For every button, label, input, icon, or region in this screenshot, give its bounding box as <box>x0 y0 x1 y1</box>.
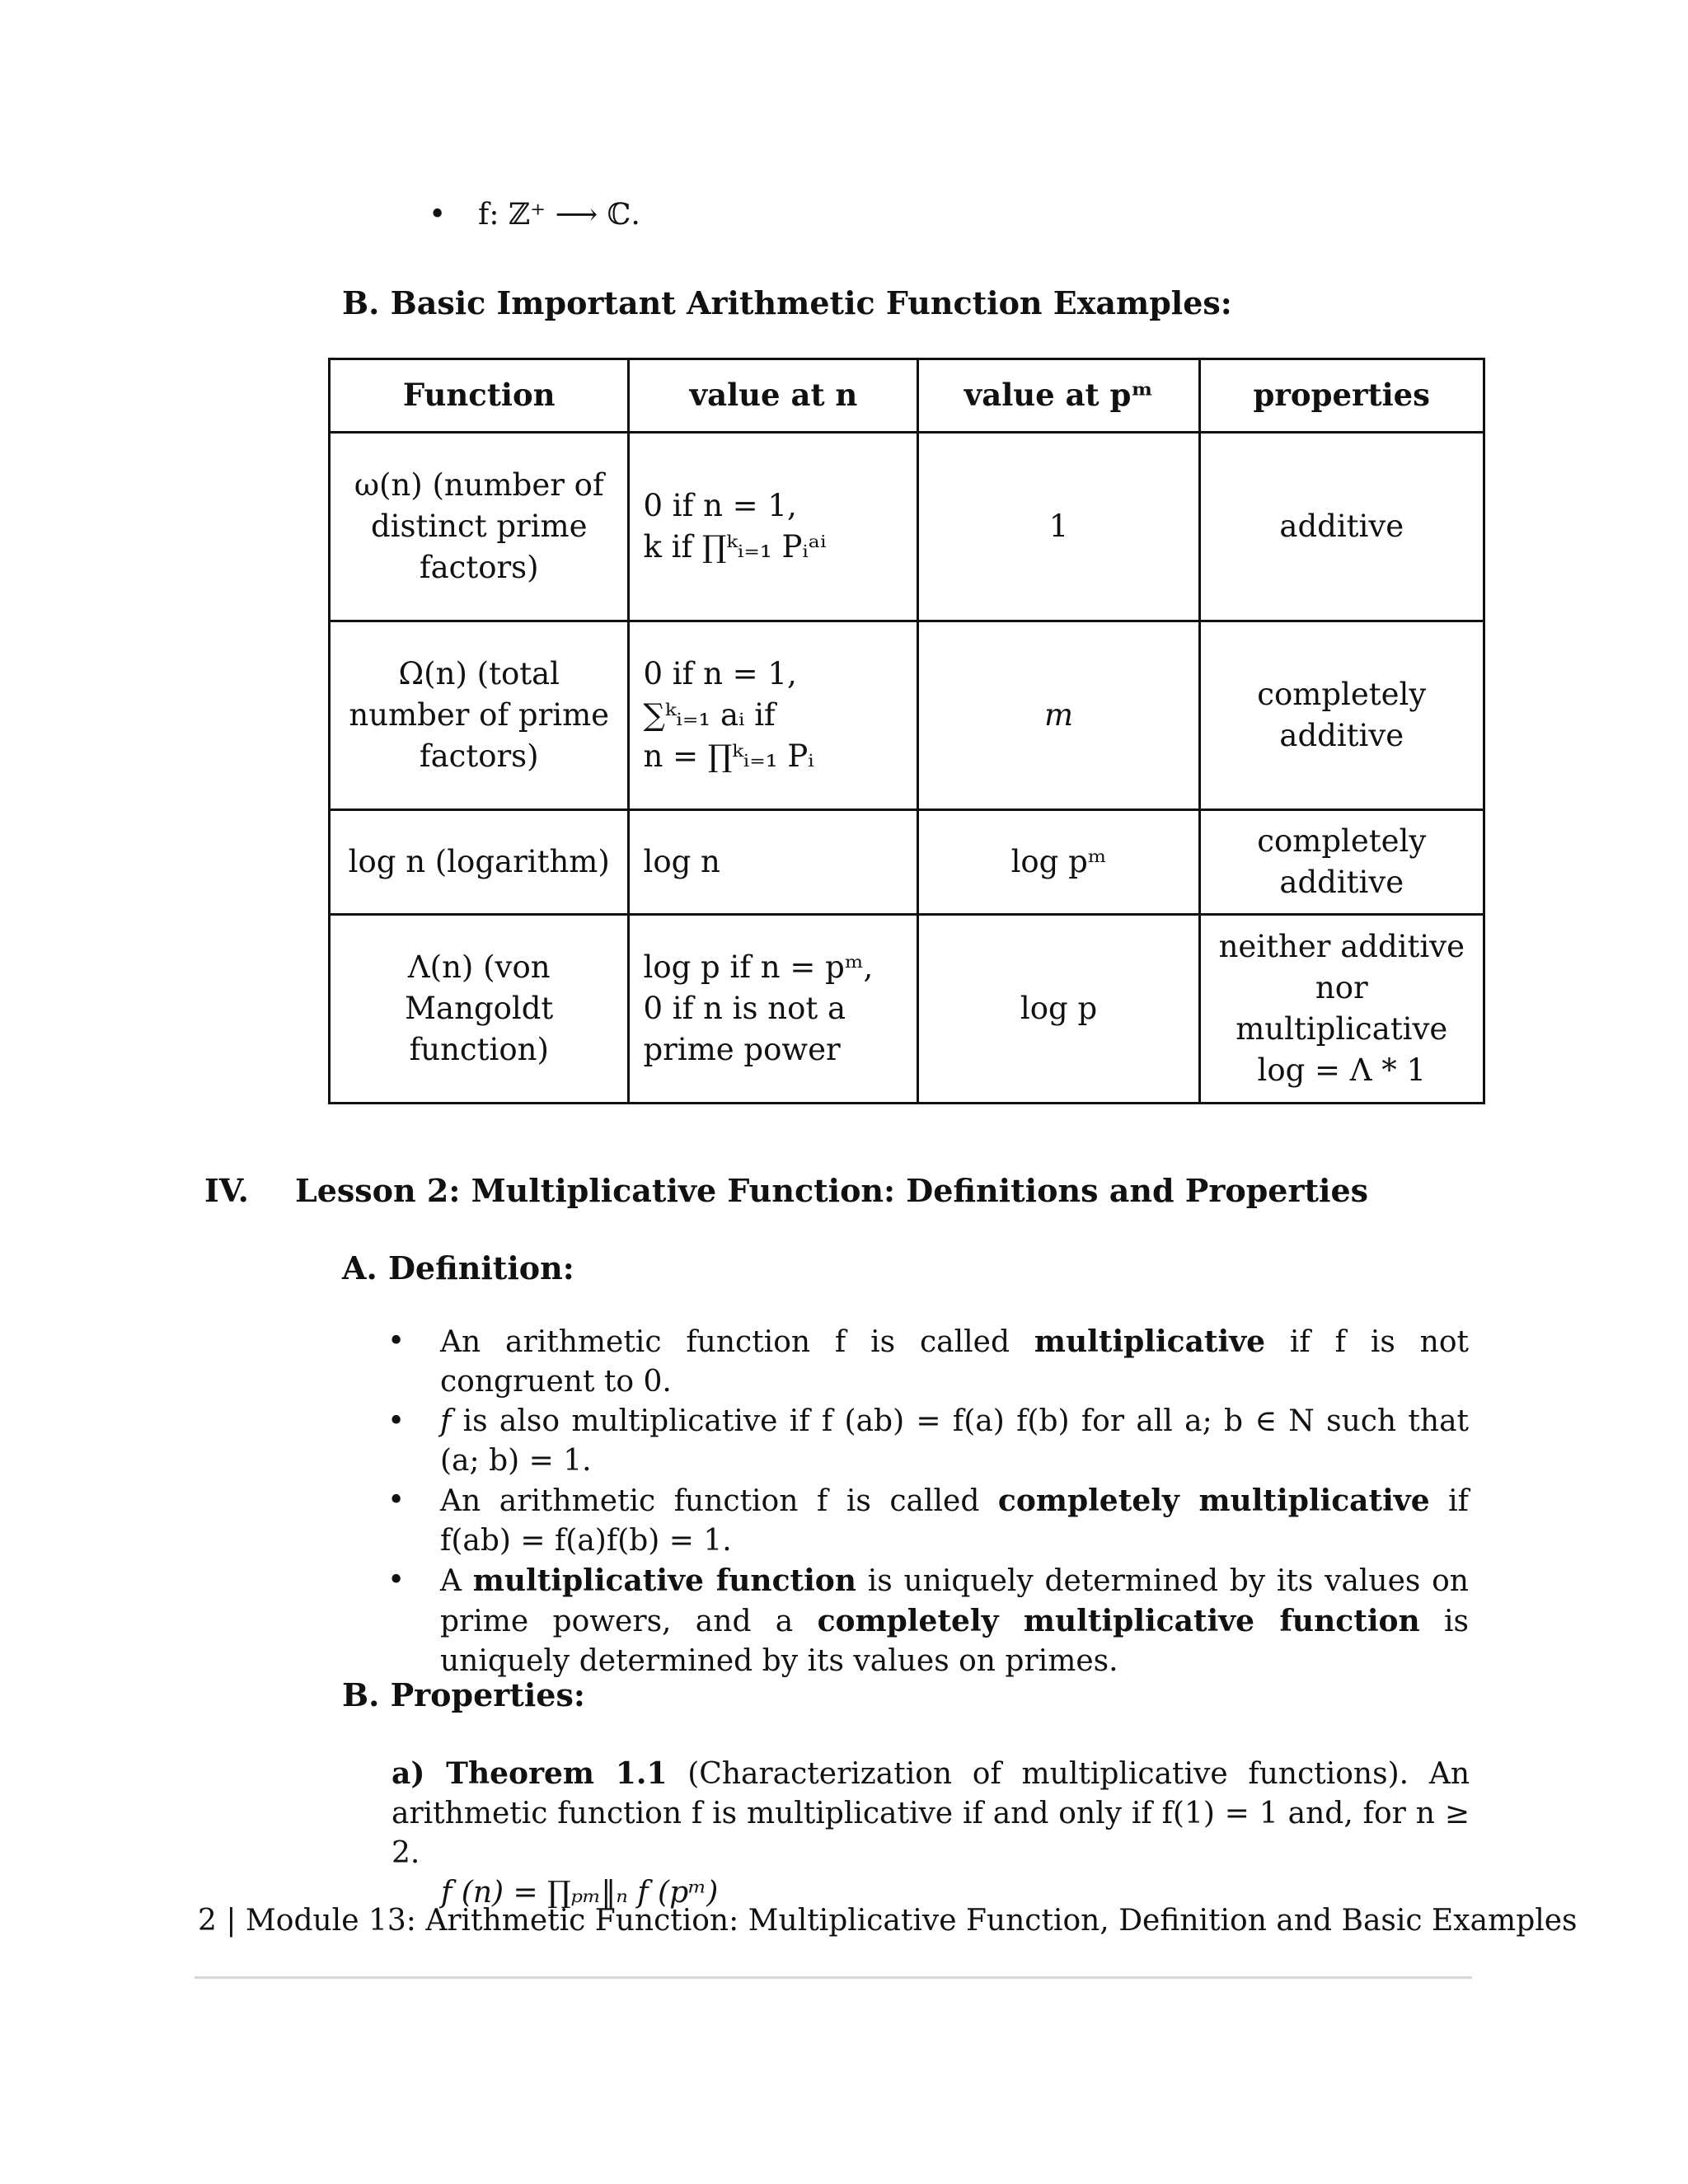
table-header-value-pm: value at pᵐ <box>918 359 1199 433</box>
value-pm-cell: m <box>918 621 1199 810</box>
table-row <box>330 433 1484 621</box>
table-header-properties: properties <box>1199 359 1484 433</box>
value-line: 0 if n = 1, <box>643 656 797 692</box>
text-span: is uniquely determined by its values on primes. <box>440 1605 1470 1678</box>
value-line: n = ∏ᵏᵢ₌₁ Pᵢ <box>643 738 814 774</box>
properties-cell <box>1199 433 1484 621</box>
text-span: is uniquely determined by its values on prime powers, and a <box>440 1564 1469 1638</box>
value-line: 0 if n is not a <box>643 991 846 1027</box>
table-header-row <box>330 359 1484 433</box>
definition-heading: A. Definition: <box>342 1249 574 1286</box>
value-n-cell <box>629 433 918 621</box>
bold-term: multiplicative <box>1034 1324 1266 1359</box>
value-pm-cell: 1 <box>918 433 1199 621</box>
theorem-formula: f (n) = ∏ₚₘ‖ₙ f (pᵐ) <box>441 1876 719 1910</box>
value-line: 0 if n = 1, <box>643 488 797 524</box>
footer-divider <box>195 1976 1472 1979</box>
page-footer: 2 | Module 13: Arithmetic Function: Multiplicative Function, Definition and Basic Examples <box>198 1904 1578 1938</box>
properties-line: completely <box>1257 677 1427 713</box>
bold-term: multiplicative function <box>472 1563 856 1598</box>
list-item <box>387 1402 1469 1481</box>
table-header-value-n: value at n <box>629 359 918 433</box>
section-number: IV. <box>204 1172 249 1209</box>
properties-cell <box>1199 915 1484 1104</box>
codomain-bullet <box>429 198 640 232</box>
italic-term: f <box>440 1404 452 1438</box>
section-b-heading: B. Basic Important Arithmetic Function Examples: <box>342 284 1232 321</box>
value-pm-cell: log p <box>918 915 1199 1104</box>
value-n-cell <box>629 915 918 1104</box>
lesson-title: Lesson 2: Multiplicative Function: Definitions and Properties <box>295 1172 1369 1209</box>
text-span: A <box>440 1564 473 1598</box>
properties-line: log = Λ * 1 <box>1257 1052 1427 1088</box>
list-item <box>387 1322 1469 1402</box>
function-cell: Λ(n) (von Mangoldt function) <box>330 915 629 1104</box>
properties-line: additive <box>1279 718 1404 753</box>
value-line: log p if n = pᵐ, <box>643 949 874 986</box>
properties-cell <box>1199 621 1484 810</box>
text-span: An arithmetic function f is called <box>440 1325 1034 1359</box>
theorem-1-1 <box>392 1754 1470 1913</box>
arithmetic-function-table <box>328 358 1485 1104</box>
bold-term: completely multiplicative <box>997 1483 1430 1518</box>
value-n-cell <box>629 621 918 810</box>
properties-line: completely <box>1257 823 1427 860</box>
function-cell: log n (logarithm) <box>330 810 629 915</box>
value-line: prime power <box>643 1031 841 1067</box>
value-n-cell <box>629 810 918 915</box>
table-header-function: Function <box>330 359 629 433</box>
function-cell: ω(n) (number of distinct prime factors) <box>330 433 629 621</box>
table-row <box>330 810 1484 915</box>
properties-cell <box>1199 810 1484 915</box>
properties-line: additive <box>1279 509 1404 545</box>
function-cell: Ω(n) (total number of prime factors) <box>330 621 629 810</box>
codomain-text: f: ℤ⁺ ⟶ ℂ. <box>478 198 640 232</box>
theorem-text: (Characterization of multiplicative functions). An arithmetic function f is multiplicative if and only if f(1) = 1 and, for n ≥ 2. <box>392 1757 1470 1870</box>
properties-line: additive <box>1279 865 1404 900</box>
definition-list <box>387 1322 1469 1681</box>
value-pm-cell: log pᵐ <box>918 810 1199 915</box>
text-span: if f is not congruent to 0. <box>440 1325 1470 1399</box>
table-row <box>330 915 1484 1104</box>
properties-heading: B. Properties: <box>342 1676 585 1713</box>
bold-term: completely multiplicative function <box>817 1604 1420 1638</box>
list-item <box>387 1481 1469 1561</box>
text-span: if f(ab) = f(a)f(b) = 1. <box>440 1484 1469 1558</box>
properties-line: neither additive nor multiplicative <box>1218 929 1465 1047</box>
lesson-2-heading <box>204 1172 1368 1209</box>
theorem-label: a) Theorem 1.1 <box>392 1756 668 1791</box>
text-span: is also multiplicative if f (ab) = f(a) f(b) for all a; b ∈ N such that (a; b) = 1. <box>440 1404 1469 1478</box>
text-span: An arithmetic function f is called <box>440 1484 998 1518</box>
value-line: log n <box>643 844 720 880</box>
bullet-icon: • <box>429 198 447 232</box>
value-line: ∑ᵏᵢ₌₁ aᵢ if <box>643 697 776 733</box>
list-item <box>387 1561 1469 1681</box>
table-row <box>330 621 1484 810</box>
value-line: k if ∏ᵏᵢ₌₁ Pᵢᵃⁱ <box>643 529 827 565</box>
